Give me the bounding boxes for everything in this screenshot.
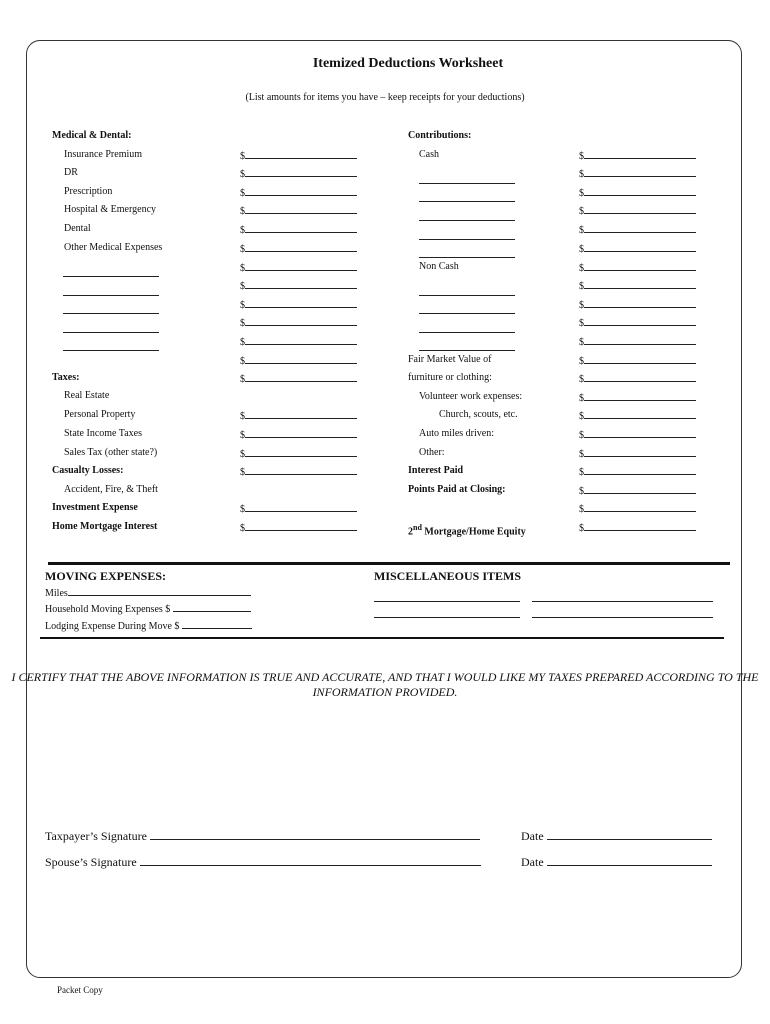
fmv-label-line1: Fair Market Value of [408,354,492,365]
dollar-sign: $ [579,523,584,534]
dollar-sign: $ [579,337,584,348]
dollar-sign: $ [579,263,584,274]
dollar-sign: $ [579,188,584,199]
spouse-date-field[interactable] [547,855,712,866]
dollar-sign: $ [240,263,245,274]
dollar-sign: $ [240,411,245,422]
dollar-sign: $ [240,244,245,255]
left-amount-field[interactable] [240,354,357,367]
medical-description-field[interactable] [63,283,159,301]
investment-expense-label: Investment Expense [52,502,138,513]
points-paid-label: Points Paid at Closing: [408,484,506,495]
medical-description-field[interactable] [63,264,159,282]
dollar-sign: $ [240,523,245,534]
casualty-heading: Casualty Losses: [52,465,124,476]
dollar-sign: $ [240,225,245,236]
interest-paid-label: Interest Paid [408,465,464,476]
left-amount-field[interactable] [240,204,357,217]
medical-item: Insurance Premium [64,149,143,160]
moving-expenses-heading: MOVING EXPENSES: [45,569,167,583]
spouse-signature-row: Spouse’s Signature [45,855,481,870]
page-subtitle: (List amounts for items you have – keep receipts for your deductions) [245,92,525,103]
right-amount-field[interactable] [579,391,696,404]
left-amount-field[interactable] [240,316,357,329]
left-amount-field[interactable] [240,242,357,255]
dollar-sign: $ [579,300,584,311]
right-amount-field[interactable] [579,223,696,236]
dollar-sign: $ [240,449,245,460]
dollar-sign: $ [240,318,245,329]
dollar-sign: $ [240,300,245,311]
dollar-sign: $ [240,467,245,478]
dollar-sign: $ [240,281,245,292]
contribution-description-field[interactable] [419,189,515,207]
medical-item: Prescription [64,186,113,197]
page-title: Itemized Deductions Worksheet [312,56,504,71]
tax-item: Personal Property [64,409,136,420]
right-amount-field[interactable] [579,186,696,199]
right-amount-field[interactable] [579,242,696,255]
church-label: Church, scouts, etc. [439,409,518,420]
dollar-sign: $ [579,374,584,385]
dollar-sign: $ [240,374,245,385]
taxpayer-signature-field[interactable] [150,829,480,840]
contribution-description-field[interactable] [419,208,515,226]
dollar-sign: $ [579,411,584,422]
left-amount-field[interactable] [240,167,357,180]
medical-description-field[interactable] [63,301,159,319]
dollar-sign: $ [240,337,245,348]
left-amount-field[interactable] [240,186,357,199]
auto-miles-label: Auto miles driven: [419,428,494,439]
fmv-label-line2: furniture or clothing: [408,372,492,383]
right-amount-field[interactable] [579,279,696,292]
lodging-row: Lodging Expense During Move $ [45,619,252,632]
taxpayer-signature-row: Taxpayer’s Signature [45,829,480,844]
taxpayer-date-field[interactable] [547,829,712,840]
tax-item: Real Estate [64,390,110,401]
medical-item: DR [64,167,78,178]
dollar-sign: $ [579,356,584,367]
casualty-item: Accident, Fire, & Theft [64,484,158,495]
dollar-sign: $ [579,430,584,441]
dollar-sign: $ [240,356,245,367]
medical-item: Other Medical Expenses [64,242,163,253]
contribution-description-field[interactable] [419,283,515,301]
misc-item-field[interactable] [374,605,520,623]
left-amount-field[interactable] [240,447,357,460]
lodging-field[interactable] [182,619,252,629]
dollar-sign: $ [579,281,584,292]
right-amount-field[interactable] [579,261,696,274]
left-amount-field[interactable] [240,409,357,422]
dollar-sign: $ [579,449,584,460]
spouse-date-row: Date [521,855,712,870]
taxes-heading: Taxes: [52,372,80,383]
second-mortgage-label: 2nd Mortgage/Home Equity [408,523,526,538]
household-moving-field[interactable] [173,602,251,612]
right-amount-field[interactable] [579,372,696,385]
tax-item: State Income Taxes [64,428,142,439]
moving-miles-field[interactable] [68,586,251,596]
medical-item: Dental [64,223,91,234]
right-amount-field[interactable] [579,465,696,478]
left-amount-field[interactable] [240,149,357,162]
taxpayer-date-row: Date [521,829,712,844]
footer-note: Packet Copy [57,985,103,995]
misc-heading: MISCELLANEOUS ITEMS [374,569,522,583]
certification-statement: I CERTIFY THAT THE ABOVE INFORMATION IS TRUE AND ACCURATE, AND THAT I WOULD LIKE MY TAXES PREPARED ACCORDING TO THE INFORMATION PROVIDED. [11,670,759,699]
dollar-sign: $ [579,169,584,180]
right-amount-field[interactable] [579,521,696,534]
dollar-sign: $ [240,188,245,199]
right-amount-field[interactable] [579,354,696,367]
contribution-description-field[interactable] [419,301,515,319]
dollar-sign: $ [240,504,245,515]
left-amount-field[interactable] [240,372,357,385]
medical-description-field[interactable] [63,320,159,338]
dollar-sign: $ [240,206,245,217]
left-amount-field[interactable] [240,521,357,534]
contribution-description-field[interactable] [419,227,515,245]
right-amount-field[interactable] [579,298,696,311]
spouse-signature-field[interactable] [140,855,481,866]
medical-heading: Medical & Dental: [52,130,132,141]
right-amount-field[interactable] [579,447,696,460]
right-amount-field[interactable] [579,335,696,348]
left-amount-field[interactable] [240,261,357,274]
right-amount-field[interactable] [579,428,696,441]
left-amount-field[interactable] [240,428,357,441]
left-amount-field[interactable] [240,223,357,236]
moving-miles-row: Miles [45,586,251,599]
dollar-sign: $ [579,393,584,404]
household-moving-row: Household Moving Expenses $ [45,602,251,615]
misc-amount-field[interactable] [532,605,713,623]
dollar-sign: $ [579,206,584,217]
contribution-description-field[interactable] [419,171,515,189]
dollar-sign: $ [579,244,584,255]
dollar-sign: $ [240,151,245,162]
right-amount-field[interactable] [579,167,696,180]
left-amount-field[interactable] [240,502,357,515]
dollar-sign: $ [240,169,245,180]
dollar-sign: $ [579,225,584,236]
left-amount-field[interactable] [240,279,357,292]
dollar-sign: $ [579,318,584,329]
dollar-sign: $ [579,467,584,478]
right-amount-field[interactable] [579,204,696,217]
dollar-sign: $ [579,486,584,497]
medical-item: Hospital & Emergency [64,204,157,215]
right-amount-field[interactable] [579,502,696,515]
contributions-heading: Contributions: [408,130,472,141]
right-amount-field[interactable] [579,149,696,162]
right-amount-field[interactable] [579,316,696,329]
volunteer-label: Volunteer work expenses: [419,391,523,402]
left-amount-field[interactable] [240,465,357,478]
left-amount-field[interactable] [240,298,357,311]
left-amount-field[interactable] [240,335,357,348]
contribution-description-field[interactable] [419,320,515,338]
tax-item: Sales Tax (other state?) [64,447,158,458]
right-amount-field[interactable] [579,409,696,422]
dollar-sign: $ [579,504,584,515]
cash-label: Cash [419,149,439,160]
section-divider [40,637,724,639]
home-mortgage-interest-label: Home Mortgage Interest [52,521,158,532]
right-amount-field[interactable] [579,484,696,497]
other-label: Other: [419,447,445,458]
non-cash-label: Non Cash [419,261,459,272]
dollar-sign: $ [579,151,584,162]
dollar-sign: $ [240,430,245,441]
medical-description-field[interactable] [63,338,159,356]
section-divider [48,562,730,565]
